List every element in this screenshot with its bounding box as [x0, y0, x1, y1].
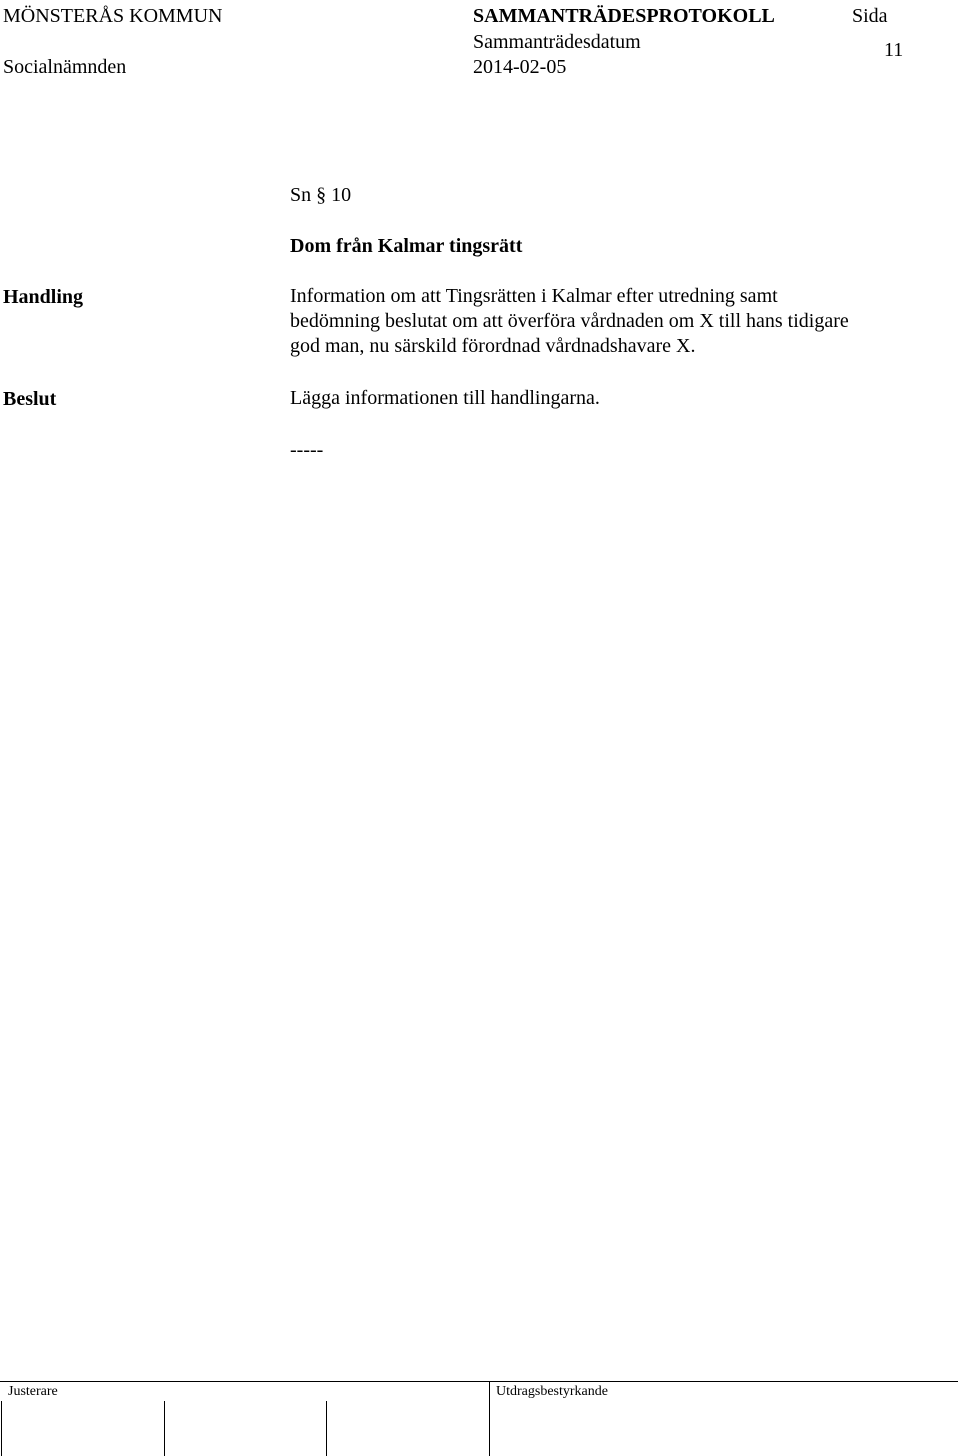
- committee-name: Socialnämnden: [3, 56, 127, 78]
- signature-divider: [1, 1401, 2, 1456]
- handling-text: Information om att Tingsrätten i Kalmar efter utredning samt bedömning beslutat om att överföra vårdnaden om X till hans tidigare god man, nu särskild förordnad vårdnadshavare X.: [290, 285, 849, 357]
- footer-top-rule: [0, 1381, 958, 1382]
- adjuster-label: Justerare: [8, 1384, 58, 1399]
- municipality-name: MÖNSTERÅS KOMMUN: [3, 5, 223, 27]
- meeting-date: 2014-02-05: [473, 56, 567, 78]
- signature-divider: [326, 1401, 327, 1456]
- decision-label: Beslut: [3, 388, 57, 410]
- certification-label: Utdragsbestyrkande: [496, 1384, 608, 1399]
- meeting-date-label: Sammanträdesdatum: [473, 31, 641, 53]
- handling-label: Handling: [3, 286, 84, 308]
- page-number: 11: [884, 39, 904, 61]
- section-title: Dom från Kalmar tingsrätt: [290, 235, 523, 257]
- document-type: SAMMANTRÄDESPROTOKOLL: [473, 5, 775, 27]
- signature-footer: [0, 1381, 960, 1456]
- signature-divider: [489, 1381, 490, 1456]
- decision-text: Lägga informationen till handlingarna.: [290, 387, 600, 409]
- page-label: Sida: [852, 5, 888, 27]
- paragraph-number: Sn § 10: [290, 184, 352, 206]
- signature-divider: [164, 1401, 165, 1456]
- end-separator: -----: [290, 439, 324, 461]
